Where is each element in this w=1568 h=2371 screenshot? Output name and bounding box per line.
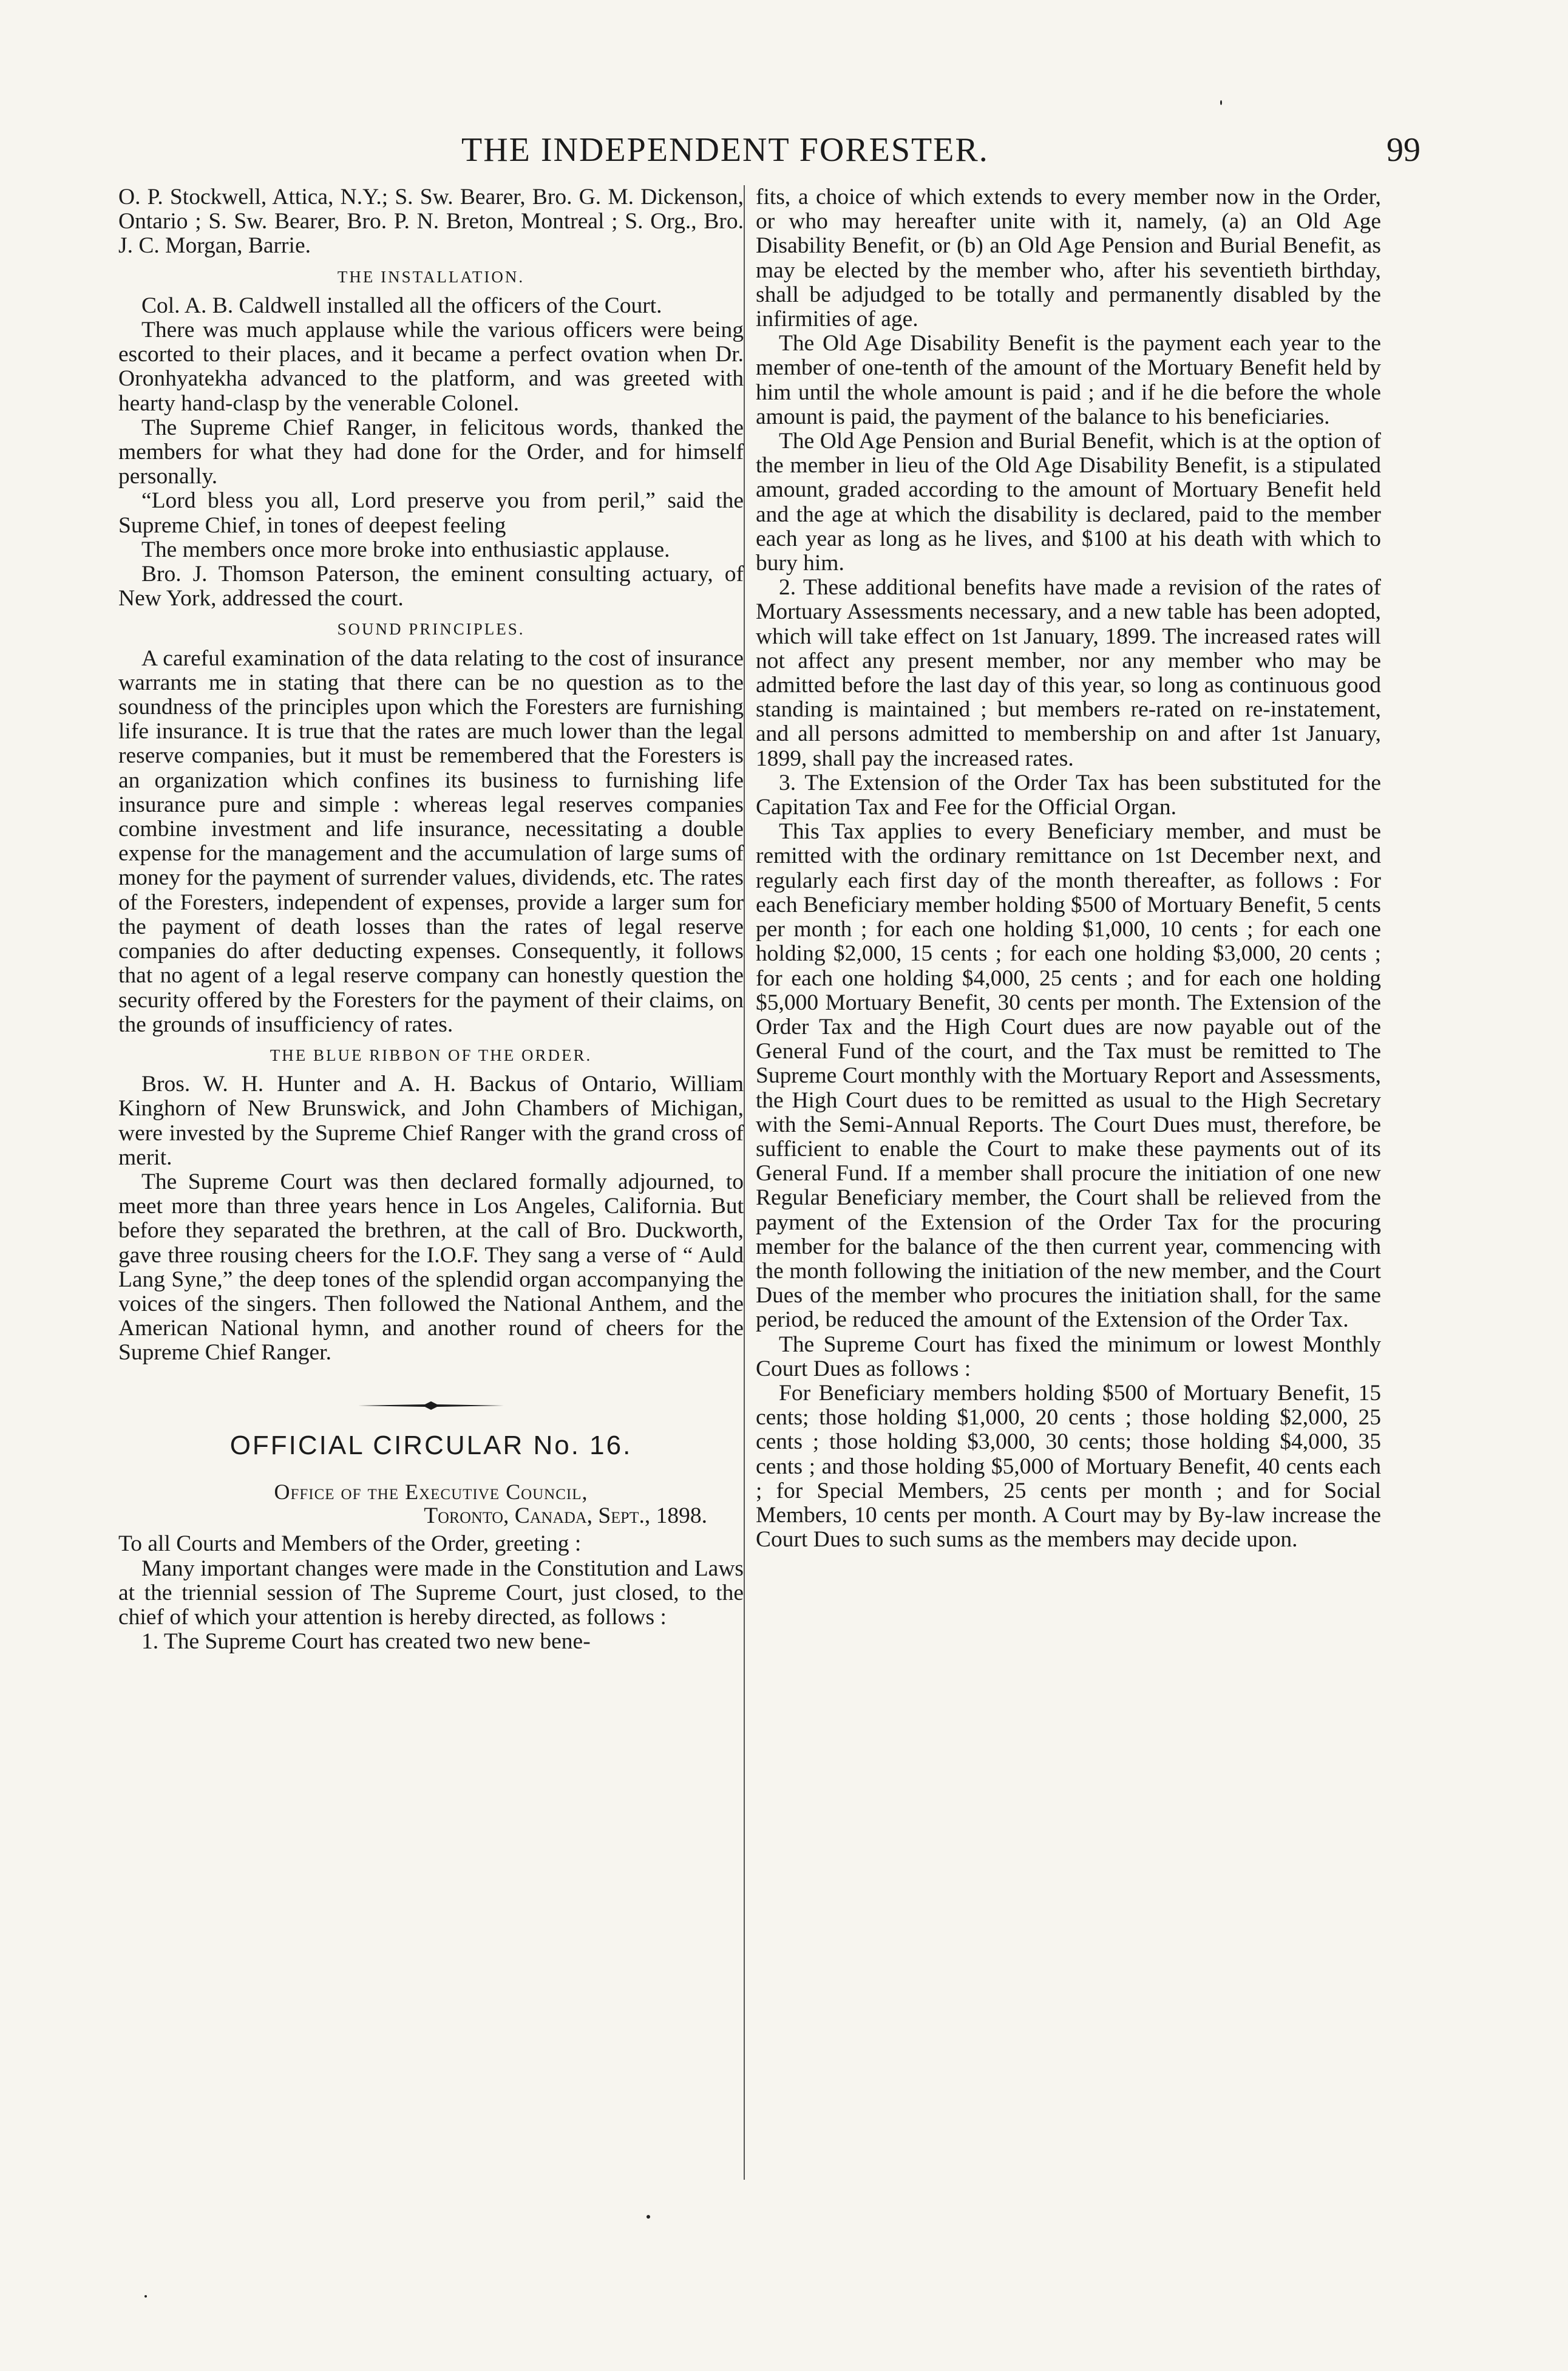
section-heading-sound-principles: SOUND PRINCIPLES. [337, 620, 525, 639]
stray-mark [144, 2295, 147, 2298]
paragraph: Bro. J. Thomson Paterson, the eminent consulting actuary, of New York, addressed the court. [118, 562, 744, 611]
office-line: Office of the Executive Council, [274, 1479, 588, 1504]
circular-title: OFFICIAL CIRCULAR No. 16. [229, 1430, 633, 1460]
page-header [121, 131, 1420, 179]
paragraph: There was much applause while the various officers were being escorted to their places, and it became a perfect ovation when Dr. Oronhyatekha advanced to the platform, and was greeted with hearty hand-clasp by the venerable Colonel. [118, 318, 744, 416]
paragraph: O. P. Stockwell, Attica, N.Y.; S. Sw. Bearer, Bro. G. M. Dickenson, Ontario ; S. Sw. Bearer, Bro. P. N. Breton, Montreal ; S. Org., Bro. J. C. Morgan, Barrie. [118, 185, 744, 259]
divider-ornament [118, 1391, 744, 1415]
paragraph: The members once more broke into enthusiastic applause. [141, 537, 670, 562]
paragraph: The Old Age Disability Benefit is the payment each year to the member of one-tenth of the amount of the Mortuary Benefit held by him until the whole amount is paid ; and if he die before the whole amount is paid, the payment of the balance to his beneficiaries. [756, 331, 1381, 429]
stray-mark [1220, 100, 1222, 105]
paragraph: 2. These additional benefits have made a revision of the rates of Mortuary Assessments necessary, and a new table has been adopted, which will take effect on 1st January, 1899. The increased rates will not affect any present member, nor any member who may be admitted before the last day of this year, so long as continuous good standing is maintained ; but members re-rated on re-instatement, and all persons admitted to membership on and after 1st January, 1899, shall pay the increased rates. [756, 575, 1381, 771]
column-divider [744, 185, 745, 2180]
paragraph: The Supreme Chief Ranger, in felicitous words, thanked the members for what they had done for the Order, and for himself personally. [118, 415, 744, 489]
paragraph: Col. A. B. Caldwell installed all the officers of the Court. [141, 293, 662, 318]
paragraph: fits, a choice of which extends to every member now in the Order, or who may hereafter unite with it, namely, (a) an Old Age Disability Benefit, or (b) an Old Age Pension and Burial Benefit, as may be elected by the member who, after his seventieth birthday, shall be adjudged to be totally and permanently disabled by the infirmities of age. [756, 185, 1381, 332]
paragraph: 3. The Extension of the Order Tax has been substituted for the Capitation Tax and Fee for the Official Organ. [756, 770, 1381, 820]
greeting: To all Courts and Members of the Order, greeting : [118, 1531, 582, 1557]
section-heading-blue-ribbon: THE BLUE RIBBON OF THE ORDER. [270, 1046, 592, 1064]
paragraph: Bros. W. H. Hunter and A. H. Backus of Ontario, William Kinghorn of New Brunswick, and John Chambers of Michigan, were invested by the Supreme Chief Ranger with the grand cross of merit. [118, 1072, 744, 1170]
paragraph: 1. The Supreme Court has created two new bene- [141, 1629, 591, 1655]
right-column [756, 185, 1381, 1552]
office-date: Toronto, Canada, Sept., 1898. [424, 1503, 707, 1529]
paragraph: For Beneficiary members holding $500 of Mortuary Benefit, 15 cents; those holding $1,000, 20 cents ; those holding $2,000, 25 cents ; those holding $3,000, 30 cents; those holding $4,000, 35 cents ; and those holding $5,000 of Mortuary Benefit, 40 cents each ; for Special Members, 25 cents per month ; and for Social Members, 10 cents per month. A Court may by By-law increase the Court Dues to such sums as the members may decide upon. [756, 1380, 1381, 1553]
stray-mark [647, 2215, 650, 2219]
running-title: THE INDEPENDENT FORESTER. [461, 131, 989, 169]
left-column [118, 185, 744, 1654]
paragraph: “Lord bless you all, Lord preserve you from peril,” said the Supreme Chief, in tones of deepest feeling [118, 488, 744, 538]
paragraph: Many important changes were made in the Constitution and Laws at the triennial session of The Supreme Court, just closed, to the chief of which your attention is hereby directed, as follows : [118, 1556, 744, 1630]
paragraph: The Old Age Pension and Burial Benefit, which is at the option of the member in lieu of the Old Age Disability Benefit, is a stipulated amount, graded according to the amount of Mortuary Benefit held and the age at which the disability is declared, paid to the member each year as long as he lives, and $100 at his death with which to bury him. [756, 429, 1381, 576]
section-heading-installation: THE INSTALLATION. [337, 267, 525, 286]
paragraph: The Supreme Court has fixed the minimum or lowest Monthly Court Dues as follows : [756, 1332, 1381, 1381]
paragraph: A careful examination of the data relating to the cost of insurance warrants me in stating that there can be no question as to the soundness of the principles upon which the Foresters are furnishing life insurance. It is true that the rates are much lower than the legal reserve companies, but it must be remembered that the Foresters is an organization which confines its business to furnishing life insurance pure and simple : whereas legal reserves companies combine investment and life insurance, necessitating a double expense for the management and the accumulation of large sums of money for the payment of surrender values, dividends, etc. The rates of the Foresters, independent of expenses, provide a larger sum for the payment of death losses than the rates of legal reserve companies do after deducting expenses. Consequently, it follows that no agent of a legal reserve company can honestly question the security offered by the Foresters for the payment of their claims, on the grounds of insufficiency of rates. [118, 645, 744, 1037]
page-number: 99 [1386, 131, 1420, 169]
paragraph: This Tax applies to every Beneficiary member, and must be remitted with the ordinary remittance on 1st December next, and regularly each first day of the month thereafter, as follows : For each Beneficiary member holding $500 of Mortuary Benefit, 5 cents per month ; for each one holding $1,000, 10 cents ; for each one holding $2,000, 15 cents ; for each one holding $3,000, 20 cents ; for each one holding $4,000, 25 cents ; and for each one holding $5,000 Mortuary Benefit, 30 cents per month. The Extension of the Order Tax and the High Court dues are now payable out of the General Fund of the court, and the Tax must be remitted to The Supreme Court monthly with the Mortuary Report and Assessments, the High Court dues to be remitted as usual to the High Secretary with the Semi-Annual Reports. The Court Dues must, therefore, be sufficient to enable the Court to make these payments out of its General Fund. If a member shall procure the initiation of one new Regular Beneficiary member, the Court shall be relieved from the payment of the Extension of the Order Tax for the procuring member for the balance of the then current year, commencing with the month following the initiation of the new member, and the Court Dues of the member who procures the initiation shall, for the same period, be reduced the amount of the Extension of the Order Tax. [756, 819, 1381, 1333]
paragraph: The Supreme Court was then declared formally adjourned, to meet more than three years hence in Los Angeles, California. But before they separated the brethren, at the call of Bro. Duckworth, gave three rousing cheers for the I.O.F. They sang a verse of “ Auld Lang Syne,” the deep tones of the splendid organ accompanying the voices of the singers. Then followed the National Anthem, and the American National hymn, and another round of cheers for the Supreme Chief Ranger. [118, 1169, 744, 1366]
